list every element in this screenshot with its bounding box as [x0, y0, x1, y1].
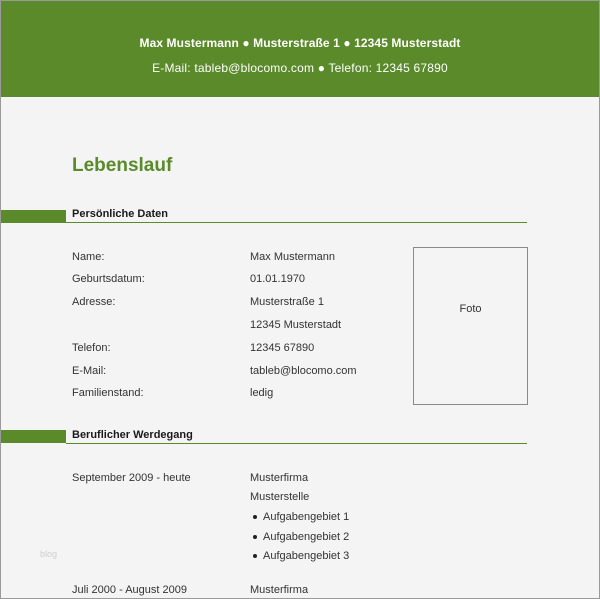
career-task: Aufgabengebiet 2 — [263, 531, 350, 543]
label-address: Adresse: — [72, 296, 116, 308]
career-position: Musterstelle — [250, 491, 310, 503]
value-phone: 12345 67890 — [250, 342, 315, 354]
value-email: tableb@blocomo.com — [250, 365, 357, 377]
career-task: Aufgabengebiet 3 — [263, 550, 350, 562]
value-marital-status: ledig — [250, 387, 274, 399]
header-contact-line: Max Mustermann ● Musterstraße 1 ● 12345 Musterstadt — [139, 36, 461, 50]
career-company: Musterfirma — [250, 584, 309, 596]
career-task: Aufgabengebiet 1 — [263, 511, 350, 523]
photo-label: Foto — [459, 303, 482, 315]
section-title-career: Beruflicher Werdegang — [72, 429, 193, 441]
label-phone: Telefon: — [72, 342, 111, 354]
header-email-phone-line: E-Mail: tableb@blocomo.com ● Telefon: 12345 67890 — [152, 61, 448, 75]
label-birthdate: Geburtsdatum: — [72, 273, 145, 285]
career-period: September 2009 - heute — [72, 472, 191, 484]
bullet-icon — [253, 515, 257, 519]
value-address-city: 12345 Musterstadt — [250, 319, 342, 331]
value-address-street: Musterstraße 1 — [250, 296, 324, 308]
value-birthdate: 01.01.1970 — [250, 273, 306, 285]
header-banner — [1, 1, 599, 97]
label-marital-status: Familienstand: — [72, 387, 144, 399]
bullet-icon — [253, 535, 257, 539]
value-name: Max Mustermann — [250, 251, 335, 263]
bullet-icon — [253, 554, 257, 558]
section-accent-bar — [1, 210, 66, 223]
photo-placeholder — [413, 247, 528, 405]
section-accent-bar — [1, 430, 66, 443]
section-divider — [66, 443, 527, 444]
page-title: Lebenslauf — [72, 155, 173, 176]
watermark-logo: blog — [40, 549, 58, 559]
section-title-personal: Persönliche Daten — [72, 208, 168, 220]
career-company: Musterfirma — [250, 472, 309, 484]
career-period: Juli 2000 - August 2009 — [72, 584, 187, 596]
label-name: Name: — [72, 251, 105, 263]
section-divider — [66, 222, 527, 223]
label-email: E-Mail: — [72, 365, 107, 377]
